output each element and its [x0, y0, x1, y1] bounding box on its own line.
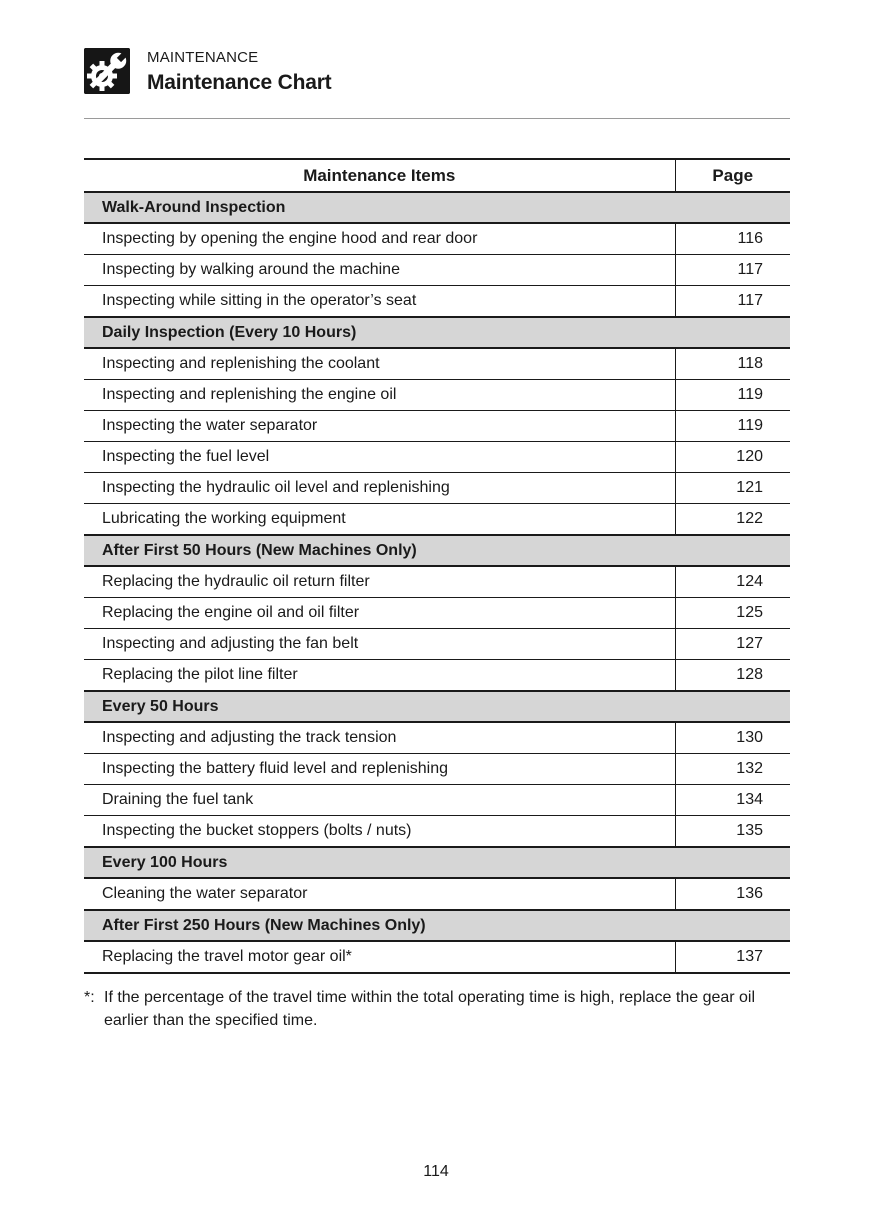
- table-row: [84, 754, 790, 785]
- footnote-mark: *:: [84, 989, 95, 1006]
- page-cell: 136: [675, 878, 790, 910]
- item-cell: Replacing the pilot line filter: [84, 660, 675, 692]
- column-header-items: Maintenance Items: [84, 159, 675, 192]
- item-cell: Replacing the travel motor gear oil*: [84, 941, 675, 973]
- page-cell: 117: [675, 286, 790, 318]
- item-cell: Inspecting by opening the engine hood and rear door: [84, 223, 675, 255]
- table-row: [84, 722, 790, 754]
- page-cell: 120: [675, 442, 790, 473]
- footnote: [84, 986, 794, 1032]
- table-header-row: [84, 159, 790, 192]
- page-cell: 122: [675, 504, 790, 536]
- group-header-row: [84, 910, 790, 941]
- table-row: [84, 629, 790, 660]
- table-row: [84, 380, 790, 411]
- page-cell: 124: [675, 566, 790, 598]
- header-divider: [84, 118, 790, 119]
- group-header-row: [84, 691, 790, 722]
- item-cell: Inspecting while sitting in the operator’s seat: [84, 286, 675, 318]
- table-row: [84, 660, 790, 692]
- item-cell: Inspecting by walking around the machine: [84, 255, 675, 286]
- table-row: [84, 816, 790, 848]
- table-row: [84, 941, 790, 973]
- table-row: [84, 442, 790, 473]
- item-cell: Replacing the hydraulic oil return filter: [84, 566, 675, 598]
- page-cell: 125: [675, 598, 790, 629]
- footnote-text: If the percentage of the travel time within the total operating time is high, replace the gear oil earlier than the specified time.: [104, 989, 756, 1029]
- group-header-row: [84, 192, 790, 223]
- page-number: 114: [423, 1163, 449, 1180]
- table-row: [84, 473, 790, 504]
- table-row: [84, 598, 790, 629]
- group-header-row: [84, 535, 790, 566]
- page-header: [84, 46, 790, 98]
- item-cell: Inspecting the water separator: [84, 411, 675, 442]
- item-cell: Inspecting the fuel level: [84, 442, 675, 473]
- page-cell: 130: [675, 722, 790, 754]
- item-cell: Inspecting the bucket stoppers (bolts / nuts): [84, 816, 675, 848]
- table-row: [84, 411, 790, 442]
- table-row: [84, 223, 790, 255]
- item-cell: Lubricating the working equipment: [84, 504, 675, 536]
- page-cell: 116: [675, 223, 790, 255]
- page-cell: 137: [675, 941, 790, 973]
- item-cell: Inspecting and replenishing the coolant: [84, 348, 675, 380]
- page-cell: 134: [675, 785, 790, 816]
- group-title: Walk-Around Inspection: [84, 192, 790, 223]
- column-header-page: Page: [675, 159, 790, 192]
- table-row: [84, 504, 790, 536]
- item-cell: Draining the fuel tank: [84, 785, 675, 816]
- item-cell: Inspecting the hydraulic oil level and replenishing: [84, 473, 675, 504]
- section-label: MAINTENANCE: [147, 49, 259, 66]
- page-cell: 121: [675, 473, 790, 504]
- item-cell: Inspecting and adjusting the track tension: [84, 722, 675, 754]
- group-title: Daily Inspection (Every 10 Hours): [84, 317, 790, 348]
- page-cell: 119: [675, 380, 790, 411]
- table-row: [84, 566, 790, 598]
- group-title: After First 250 Hours (New Machines Only): [84, 910, 790, 941]
- group-title: Every 50 Hours: [84, 691, 790, 722]
- table-row: [84, 785, 790, 816]
- page-cell: 132: [675, 754, 790, 785]
- page-cell: 117: [675, 255, 790, 286]
- table-row: [84, 255, 790, 286]
- group-header-row: [84, 317, 790, 348]
- table-row: [84, 348, 790, 380]
- item-cell: Inspecting and replenishing the engine oil: [84, 380, 675, 411]
- page-cell: 119: [675, 411, 790, 442]
- item-cell: Inspecting the battery fluid level and replenishing: [84, 754, 675, 785]
- table-row: [84, 286, 790, 318]
- item-cell: Inspecting and adjusting the fan belt: [84, 629, 675, 660]
- group-title: Every 100 Hours: [84, 847, 790, 878]
- table-row: [84, 878, 790, 910]
- wrench-icon: [84, 48, 130, 94]
- group-header-row: [84, 847, 790, 878]
- item-cell: Replacing the engine oil and oil filter: [84, 598, 675, 629]
- page-title: Maintenance Chart: [147, 71, 332, 94]
- group-title: After First 50 Hours (New Machines Only): [84, 535, 790, 566]
- item-cell: Cleaning the water separator: [84, 878, 675, 910]
- page-cell: 135: [675, 816, 790, 848]
- page-cell: 128: [675, 660, 790, 692]
- page-cell: 118: [675, 348, 790, 380]
- maintenance-table: [84, 158, 790, 974]
- page-cell: 127: [675, 629, 790, 660]
